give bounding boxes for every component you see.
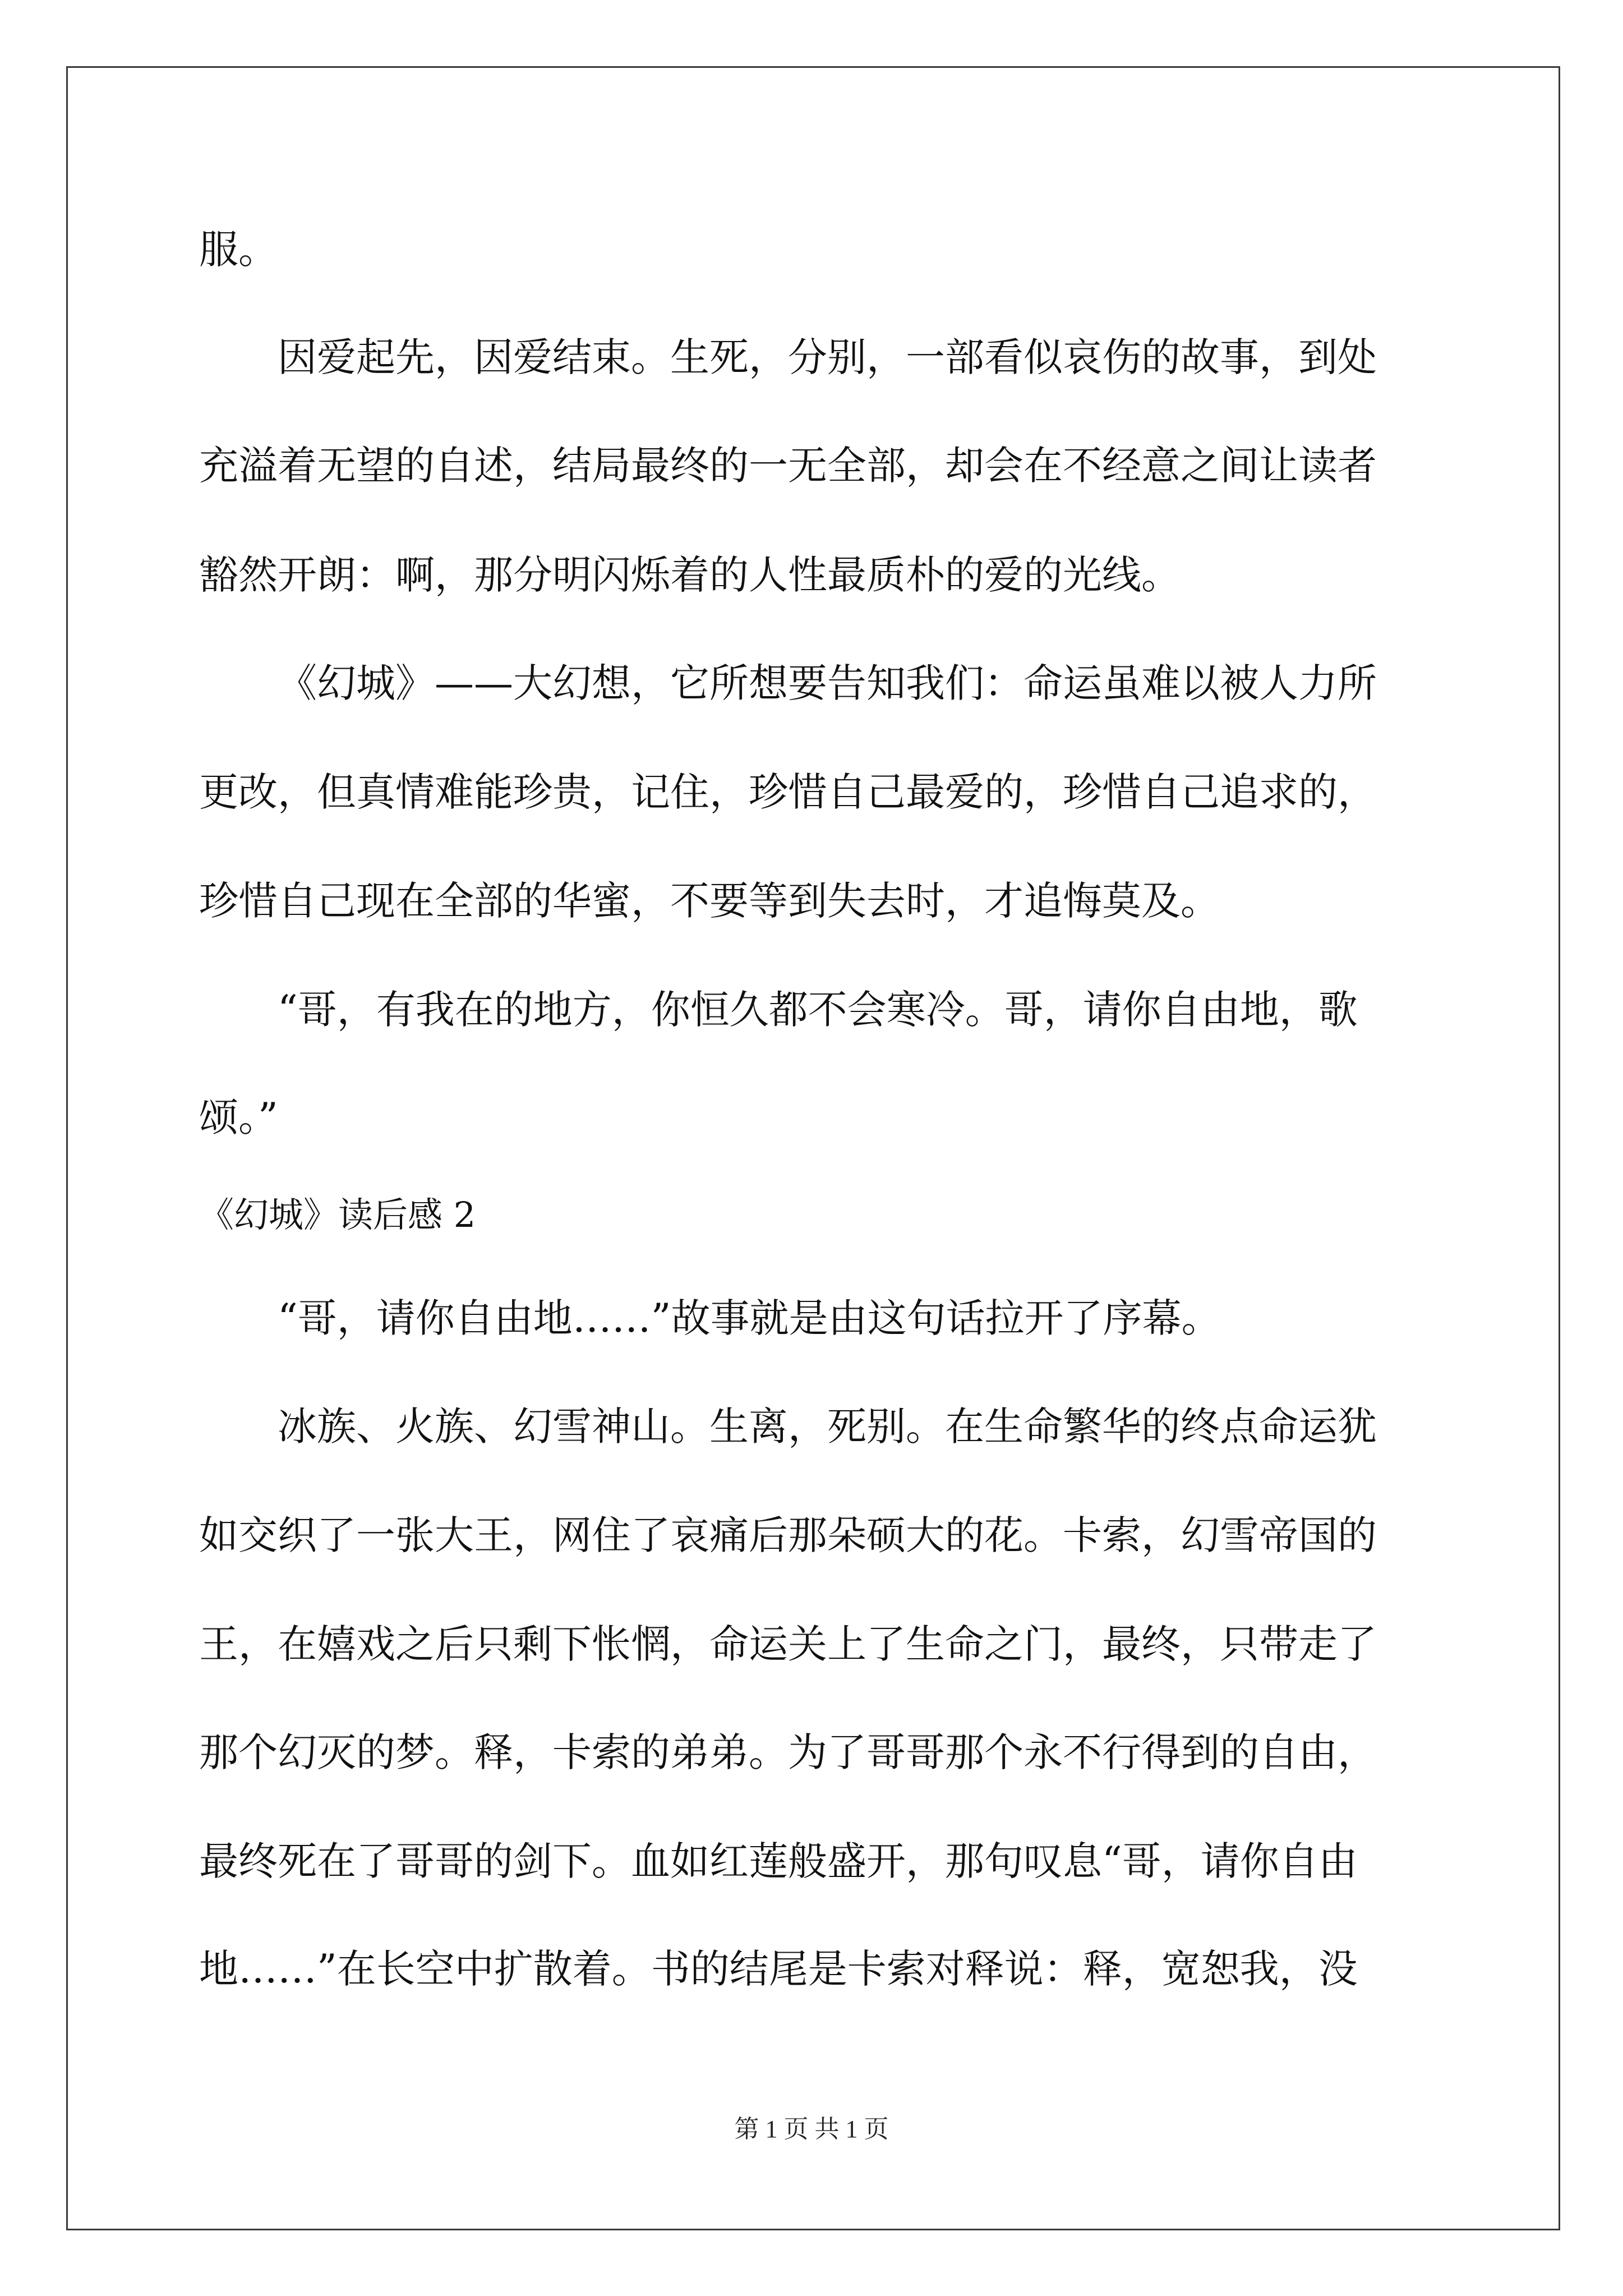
text-line: 王，在嬉戏之后只剩下怅惘，命运关上了生命之门，最终，只带走了 bbox=[199, 1621, 1377, 1667]
text-line: 如交织了一张大王，网住了哀痛后那朵硕大的花。卡索，幻雪帝国的 bbox=[199, 1512, 1377, 1558]
text-line: “哥，请你自由地……”故事就是由这句话拉开了序幕。 bbox=[278, 1295, 1221, 1341]
text-line: 《幻城》——大幻想，它所想要告知我们：命运虽难以被人力所 bbox=[278, 660, 1377, 706]
text-line: 最终死在了哥哥的剑下。血如红莲般盛开，那句叹息“哥，请你自由 bbox=[199, 1838, 1358, 1884]
text-line: 服。 bbox=[199, 227, 278, 273]
text-line: 冰族、火族、幻雪神山。生离，死别。在生命繁华的终点命运犹 bbox=[278, 1404, 1377, 1450]
text-line: “哥，有我在的地方，你恒久都不会寒冷。哥，请你自由地，歌 bbox=[278, 987, 1358, 1033]
text-line: 颂。” bbox=[199, 1094, 278, 1140]
page-number: 第 1 页 共 1 页 bbox=[734, 2115, 889, 2143]
text-line: 珍惜自己现在全部的华蜜，不要等到失去时，才追悔莫及。 bbox=[199, 878, 1220, 924]
section-heading: 《幻城》读后感 2 bbox=[199, 1194, 476, 1235]
text-line: 更改，但真情难能珍贵，记住，珍惜自己最爱的，珍惜自己追求的， bbox=[199, 769, 1377, 815]
page-border bbox=[66, 66, 1560, 2230]
text-line: 地……”在长空中扩散着。书的结尾是卡索对释说：释，宽恕我，没 bbox=[199, 1946, 1358, 1992]
text-line: 豁然开朗：啊，那分明闪烁着的人性最质朴的爱的光线。 bbox=[199, 552, 1181, 598]
text-line: 因爱起先，因爱结束。生死，分别，一部看似哀伤的故事，到处 bbox=[278, 334, 1377, 380]
text-line: 充溢着无望的自述，结局最终的一无全部，却会在不经意之间让读者 bbox=[199, 443, 1377, 489]
text-line: 那个幻灭的梦。释，卡索的弟弟。为了哥哥那个永不行得到的自由， bbox=[199, 1729, 1377, 1775]
